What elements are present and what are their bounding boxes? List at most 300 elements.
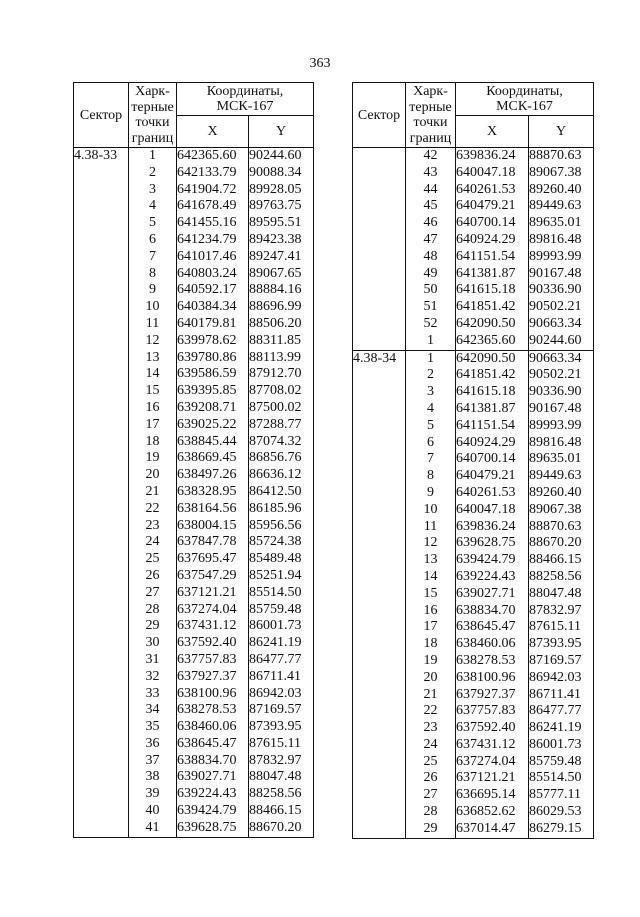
point-cell: 47: [406, 232, 456, 249]
sector-cell: [353, 670, 406, 687]
table-row: [74, 333, 314, 350]
x-cell: 641381.87: [456, 401, 529, 418]
sector-cell: [74, 568, 129, 585]
table-row: [353, 720, 594, 737]
x-cell: 639027.71: [456, 586, 529, 603]
point-cell: 49: [406, 266, 456, 283]
point-cell: 6: [406, 435, 456, 452]
point-cell: 24: [406, 737, 456, 754]
table-row: [74, 249, 314, 266]
sector-cell: [353, 316, 406, 333]
y-cell: 87615.11: [529, 619, 594, 636]
point-cell: 48: [406, 249, 456, 266]
sector-cell: [353, 770, 406, 787]
point-cell: 22: [406, 703, 456, 720]
y-cell: 86477.77: [529, 703, 594, 720]
table-row: [74, 450, 314, 467]
point-cell: 27: [406, 787, 456, 804]
point-cell: 2: [406, 367, 456, 384]
table-row: [353, 232, 594, 249]
y-cell: 86279.15: [529, 821, 594, 838]
point-cell: 31: [129, 652, 177, 669]
y-cell: 89449.63: [529, 198, 594, 215]
y-cell: 89993.99: [529, 418, 594, 435]
header-sector: Сектор: [74, 83, 129, 148]
y-cell: 87832.97: [249, 753, 314, 770]
y-cell: 86856.76: [249, 450, 314, 467]
x-cell: 637431.12: [456, 737, 529, 754]
y-cell: 85514.50: [529, 770, 594, 787]
sector-cell: [74, 702, 129, 719]
table-row: [74, 400, 314, 417]
sector-cell: [74, 316, 129, 333]
sector-cell: [74, 198, 129, 215]
header-point-line: Харк-: [413, 84, 448, 99]
table-row: [353, 401, 594, 418]
x-cell: 639780.86: [177, 350, 249, 367]
y-cell: 86711.41: [529, 687, 594, 704]
point-cell: 28: [129, 602, 177, 619]
point-cell: 38: [129, 769, 177, 786]
table-row: [353, 787, 594, 804]
x-cell: 641381.87: [456, 266, 529, 283]
sector-cell: [74, 534, 129, 551]
point-cell: 14: [406, 569, 456, 586]
sector-cell: [353, 804, 406, 821]
x-cell: 640179.81: [177, 316, 249, 333]
point-cell: 16: [129, 400, 177, 417]
point-cell: 29: [129, 618, 177, 635]
y-cell: 87912.70: [249, 366, 314, 383]
point-cell: 11: [129, 316, 177, 333]
y-cell: 89067.38: [529, 165, 594, 182]
point-cell: 17: [129, 417, 177, 434]
point-cell: 19: [129, 450, 177, 467]
table-row: [353, 316, 594, 333]
sector-cell: [353, 821, 406, 838]
sector-cell: [353, 535, 406, 552]
x-cell: 640384.34: [177, 299, 249, 316]
x-cell: 638834.70: [177, 753, 249, 770]
sector-cell: [74, 618, 129, 635]
y-cell: 85759.48: [249, 602, 314, 619]
x-cell: 641017.46: [177, 249, 249, 266]
y-cell: 85514.50: [249, 585, 314, 602]
y-cell: 90167.48: [529, 266, 594, 283]
header-y: Y: [529, 116, 594, 148]
y-cell: 89423.38: [249, 232, 314, 249]
header-coordinates-line2: МСК-167: [496, 99, 553, 114]
header-coordinates-line1: Координаты,: [486, 84, 563, 99]
point-cell: 34: [129, 702, 177, 719]
y-cell: 90167.48: [529, 401, 594, 418]
x-cell: 640261.53: [456, 182, 529, 199]
sector-cell: [74, 249, 129, 266]
x-cell: 642133.79: [177, 165, 249, 182]
y-cell: 86001.73: [249, 618, 314, 635]
x-cell: 637014.47: [456, 821, 529, 838]
sector-cell: [353, 737, 406, 754]
header-point: [129, 83, 177, 148]
sector-cell: [353, 720, 406, 737]
y-cell: 90502.21: [529, 367, 594, 384]
sector-cell: [74, 299, 129, 316]
x-cell: 641851.42: [456, 299, 529, 316]
y-cell: 87500.02: [249, 400, 314, 417]
point-cell: 6: [129, 232, 177, 249]
point-cell: 5: [406, 418, 456, 435]
header-y: Y: [249, 116, 314, 148]
point-cell: 25: [406, 754, 456, 771]
sector-cell: [74, 719, 129, 736]
table-body: [353, 148, 594, 839]
table-row: [74, 719, 314, 736]
point-cell: 7: [406, 451, 456, 468]
header-point-line: границ: [409, 130, 452, 146]
table-row: [74, 350, 314, 367]
table-row: [353, 299, 594, 316]
x-cell: 639224.43: [456, 569, 529, 586]
table-row: [74, 803, 314, 820]
x-cell: 641904.72: [177, 182, 249, 199]
x-cell: 638669.45: [177, 450, 249, 467]
table-row: [74, 282, 314, 299]
point-cell: 13: [406, 552, 456, 569]
point-cell: 45: [406, 198, 456, 215]
y-cell: 86942.03: [529, 670, 594, 687]
y-cell: 90502.21: [529, 299, 594, 316]
x-cell: 639395.85: [177, 383, 249, 400]
x-cell: 641615.18: [456, 384, 529, 401]
header-coordinates: [456, 83, 594, 116]
point-cell: 15: [129, 383, 177, 400]
x-cell: 638645.47: [456, 619, 529, 636]
y-cell: 85251.94: [249, 568, 314, 585]
table-row: [74, 165, 314, 182]
x-cell: 637274.04: [177, 602, 249, 619]
x-cell: 639224.43: [177, 786, 249, 803]
header-point-line: границ: [131, 130, 174, 146]
x-cell: 641851.42: [456, 367, 529, 384]
point-cell: 41: [129, 820, 177, 837]
y-cell: 90244.60: [529, 333, 594, 350]
table-row: [74, 635, 314, 652]
point-cell: 8: [129, 266, 177, 283]
table-row: [353, 451, 594, 468]
sector-cell: [353, 333, 406, 350]
y-cell: 86412.50: [249, 484, 314, 501]
table-row: [353, 384, 594, 401]
table-row: [353, 519, 594, 536]
table-row: [353, 198, 594, 215]
x-cell: 640592.17: [177, 282, 249, 299]
point-cell: 2: [129, 165, 177, 182]
sector-cell: [74, 753, 129, 770]
sector-cell: [353, 687, 406, 704]
y-cell: 88311.85: [249, 333, 314, 350]
table-row: [74, 518, 314, 535]
sector-cell: [353, 502, 406, 519]
y-cell: 85724.38: [249, 534, 314, 551]
table-row: [353, 687, 594, 704]
y-cell: 86185.96: [249, 501, 314, 518]
y-cell: 89928.05: [249, 182, 314, 199]
sector-cell: [74, 769, 129, 786]
x-cell: 640924.29: [456, 232, 529, 249]
y-cell: 89260.40: [529, 182, 594, 199]
point-cell: 28: [406, 804, 456, 821]
header-point-line: терные: [409, 99, 452, 115]
point-cell: 43: [406, 165, 456, 182]
table-row: [74, 266, 314, 283]
point-cell: 40: [129, 803, 177, 820]
sector-cell: [353, 198, 406, 215]
table-row: [74, 686, 314, 703]
sector-cell: [353, 451, 406, 468]
x-cell: 637547.29: [177, 568, 249, 585]
point-cell: 25: [129, 551, 177, 568]
sector-cell: [353, 435, 406, 452]
sector-cell: [353, 636, 406, 653]
x-cell: 638497.26: [177, 467, 249, 484]
header-sector: Сектор: [353, 83, 406, 148]
x-cell: 638100.96: [177, 686, 249, 703]
x-cell: 639836.24: [456, 148, 529, 165]
y-cell: 88047.48: [529, 586, 594, 603]
y-cell: 88466.15: [249, 803, 314, 820]
header-point: [406, 83, 456, 148]
sector-cell: [74, 501, 129, 518]
point-cell: 29: [406, 821, 456, 838]
table-row: [74, 316, 314, 333]
y-cell: 89449.63: [529, 468, 594, 485]
sector-cell: [353, 603, 406, 620]
table-row: [74, 434, 314, 451]
sector-cell: [353, 299, 406, 316]
point-cell: 4: [406, 401, 456, 418]
table-row: [74, 786, 314, 803]
table-row: [353, 350, 594, 367]
x-cell: 640700.14: [456, 451, 529, 468]
table-row: [74, 148, 314, 165]
sector-cell: [74, 215, 129, 232]
table-row: [353, 165, 594, 182]
y-cell: 85759.48: [529, 754, 594, 771]
x-cell: 640479.21: [456, 468, 529, 485]
sector-cell: [74, 182, 129, 199]
y-cell: 88047.48: [249, 769, 314, 786]
x-cell: 637757.83: [456, 703, 529, 720]
x-cell: 638845.44: [177, 434, 249, 451]
point-cell: 10: [129, 299, 177, 316]
point-cell: 7: [129, 249, 177, 266]
point-cell: 10: [406, 502, 456, 519]
point-cell: 30: [129, 635, 177, 652]
header-x: X: [456, 116, 529, 148]
y-cell: 89247.41: [249, 249, 314, 266]
table-row: [353, 636, 594, 653]
point-cell: 1: [406, 350, 456, 367]
x-cell: 642090.50: [456, 316, 529, 333]
x-cell: 640047.18: [456, 502, 529, 519]
y-cell: 86477.77: [249, 652, 314, 669]
sector-cell: [74, 652, 129, 669]
sector-cell: [353, 787, 406, 804]
table-row: [74, 618, 314, 635]
table-row: [353, 148, 594, 165]
x-cell: 637121.21: [177, 585, 249, 602]
table-row: [353, 266, 594, 283]
point-cell: 24: [129, 534, 177, 551]
x-cell: 641615.18: [456, 282, 529, 299]
x-cell: 639027.71: [177, 769, 249, 786]
y-cell: 87832.97: [529, 603, 594, 620]
point-cell: 50: [406, 282, 456, 299]
point-cell: 12: [129, 333, 177, 350]
page-number: 363: [309, 56, 331, 71]
y-cell: 87169.57: [529, 653, 594, 670]
x-cell: 640924.29: [456, 435, 529, 452]
x-cell: 639628.75: [456, 535, 529, 552]
y-cell: 89067.38: [529, 502, 594, 519]
table-row: [74, 417, 314, 434]
y-cell: 90336.90: [529, 384, 594, 401]
x-cell: 638164.56: [177, 501, 249, 518]
point-cell: 15: [406, 586, 456, 603]
x-cell: 641151.54: [456, 249, 529, 266]
table-row: [74, 585, 314, 602]
table-row: [353, 653, 594, 670]
table-row: [353, 754, 594, 771]
point-cell: 51: [406, 299, 456, 316]
point-cell: 20: [406, 670, 456, 687]
header-point-line: терные: [131, 99, 174, 115]
table-row: [353, 586, 594, 603]
sector-cell: [74, 484, 129, 501]
x-cell: 637695.47: [177, 551, 249, 568]
sector-cell: [74, 803, 129, 820]
sector-cell: [74, 686, 129, 703]
point-cell: 14: [129, 366, 177, 383]
point-cell: 26: [406, 770, 456, 787]
sector-cell: [74, 350, 129, 367]
header-coordinates-line1: Координаты,: [206, 84, 284, 99]
y-cell: 86711.41: [249, 669, 314, 686]
y-cell: 88670.20: [529, 535, 594, 552]
sector-cell: [74, 450, 129, 467]
sector-cell: [353, 552, 406, 569]
y-cell: 89260.40: [529, 485, 594, 502]
table-row: [353, 569, 594, 586]
table-row: [74, 467, 314, 484]
y-cell: 89635.01: [529, 215, 594, 232]
y-cell: 87074.32: [249, 434, 314, 451]
point-cell: 22: [129, 501, 177, 518]
sector-cell: [353, 468, 406, 485]
y-cell: 88696.99: [249, 299, 314, 316]
table-row: [353, 804, 594, 821]
sector-cell: [74, 585, 129, 602]
x-cell: 640261.53: [456, 485, 529, 502]
point-cell: 23: [406, 720, 456, 737]
x-cell: 636695.14: [456, 787, 529, 804]
y-cell: 90244.60: [249, 148, 314, 165]
sector-cell: [353, 754, 406, 771]
x-cell: 638645.47: [177, 736, 249, 753]
x-cell: 642090.50: [456, 350, 529, 367]
x-cell: 638460.06: [177, 719, 249, 736]
table-row: [353, 367, 594, 384]
point-cell: 23: [129, 518, 177, 535]
table-row: [74, 568, 314, 585]
table-row: [353, 703, 594, 720]
point-cell: 39: [129, 786, 177, 803]
sector-cell: [353, 519, 406, 536]
y-cell: 87615.11: [249, 736, 314, 753]
x-cell: 641151.54: [456, 418, 529, 435]
sector-cell: [353, 401, 406, 418]
point-cell: 20: [129, 467, 177, 484]
header-x: X: [177, 116, 249, 148]
sector-cell: [353, 619, 406, 636]
table-row: [353, 485, 594, 502]
table-row: [353, 737, 594, 754]
sector-cell: [74, 266, 129, 283]
y-cell: 88258.56: [529, 569, 594, 586]
sector-cell: [74, 417, 129, 434]
y-cell: 86029.53: [529, 804, 594, 821]
y-cell: 88466.15: [529, 552, 594, 569]
x-cell: 639978.62: [177, 333, 249, 350]
x-cell: 641678.49: [177, 198, 249, 215]
header-point-line: Харк-: [135, 84, 170, 99]
point-cell: 42: [406, 148, 456, 165]
x-cell: 639586.59: [177, 366, 249, 383]
sector-cell: [353, 569, 406, 586]
sector-cell: [353, 266, 406, 283]
sector-cell: [74, 602, 129, 619]
point-cell: 11: [406, 519, 456, 536]
point-cell: 32: [129, 669, 177, 686]
sector-cell: [74, 383, 129, 400]
sector-cell: [74, 434, 129, 451]
coordinates-table-left: [73, 82, 314, 838]
sector-cell: [74, 333, 129, 350]
table-row: [74, 534, 314, 551]
x-cell: 640803.24: [177, 266, 249, 283]
table-row: [74, 232, 314, 249]
table-row: [74, 484, 314, 501]
point-cell: 12: [406, 535, 456, 552]
y-cell: 89067.65: [249, 266, 314, 283]
sector-cell: [74, 820, 129, 837]
sector-cell: [74, 736, 129, 753]
x-cell: 637927.37: [456, 687, 529, 704]
table-row: [74, 182, 314, 199]
point-cell: 1: [406, 333, 456, 350]
point-cell: 13: [129, 350, 177, 367]
table-row: [74, 769, 314, 786]
table-row: [353, 249, 594, 266]
header-point-line: точки: [413, 115, 448, 130]
x-cell: 639424.79: [177, 803, 249, 820]
x-cell: 639424.79: [456, 552, 529, 569]
x-cell: 638834.70: [456, 603, 529, 620]
table-row: [74, 501, 314, 518]
sector-cell: [74, 165, 129, 182]
point-cell: 44: [406, 182, 456, 199]
table-row: [353, 552, 594, 569]
